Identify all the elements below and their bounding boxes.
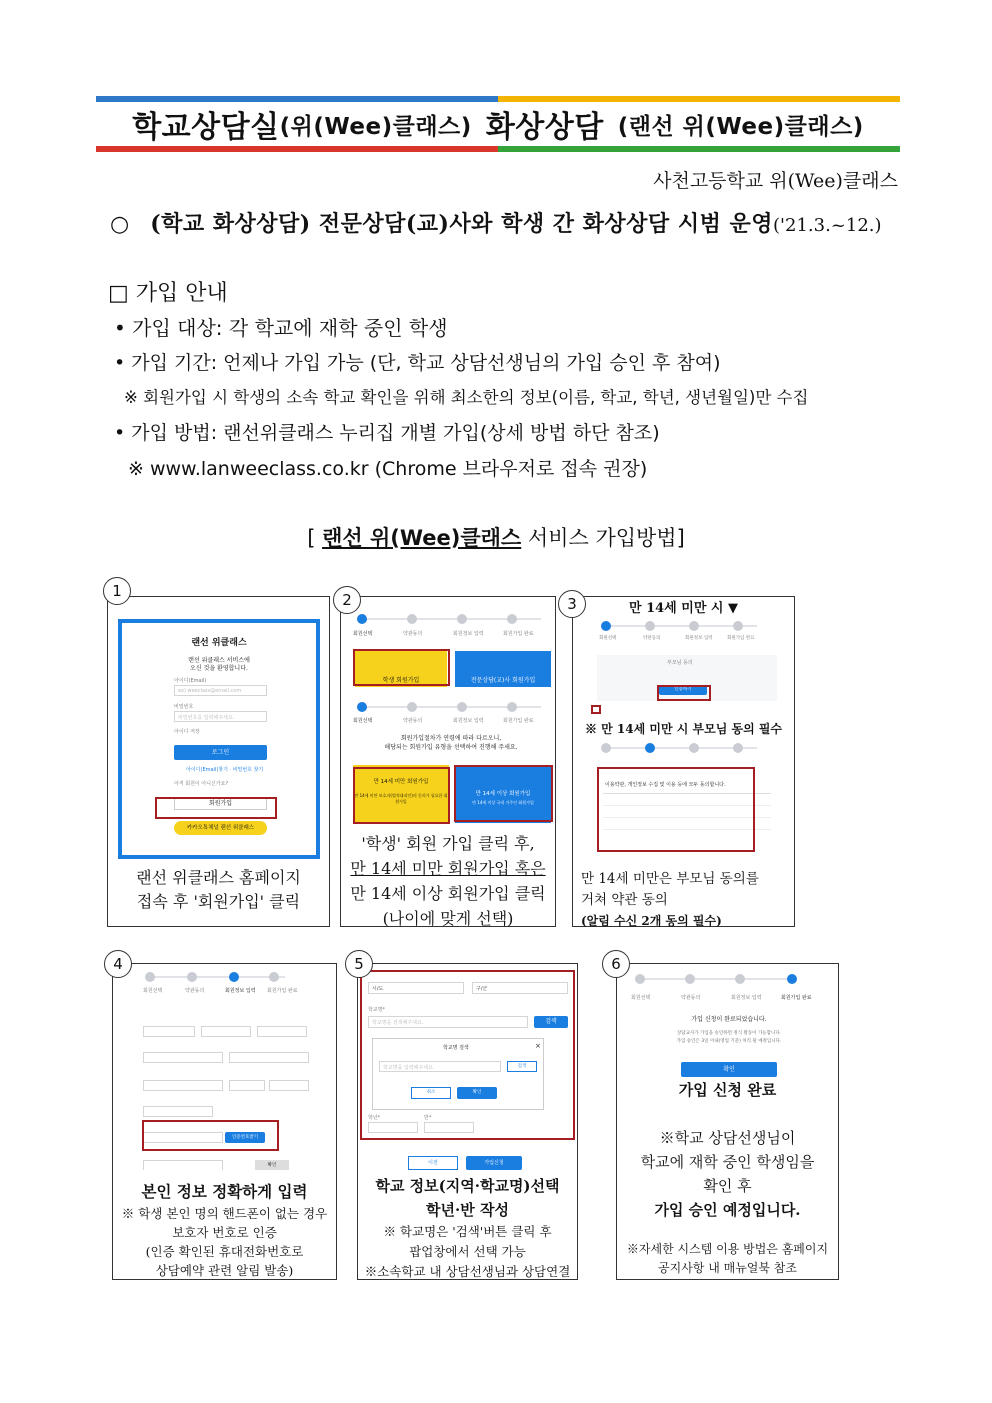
- step-2-step-label-2: 약관동의: [403, 631, 423, 637]
- step-2-caption-3: 만 14세 이상 회원가입 클릭: [350, 884, 546, 903]
- step-6-step-label-3: 회원정보 입력: [731, 995, 762, 1001]
- step-4-email-field-2[interactable]: [201, 1026, 251, 1037]
- step-4-caption-2: ※ 학생 본인 명의 핸드폰이 없는 경우: [121, 1206, 328, 1221]
- step-3b-dot-2: [645, 743, 655, 753]
- step-3-caption: [581, 869, 759, 932]
- step-4-gender-female[interactable]: [269, 1080, 309, 1091]
- step-2-over14-label: 만 14세 이상 회원가입: [475, 791, 531, 797]
- step-3-screenshot-mid: [597, 743, 777, 761]
- section-title-bold: 랜선 위(Wee)클래스: [322, 526, 522, 550]
- step-4-email-field-1[interactable]: [143, 1026, 195, 1037]
- step-1-welcome2: 오신 것을 환영합니다.: [190, 665, 248, 672]
- step-4-step-label-3: 회원정보 입력: [225, 988, 256, 994]
- step-2-notice-1: 회원가입절차가 연령에 따라 다르오니,: [400, 735, 502, 742]
- step-5-grade-label: 학년*: [368, 1115, 381, 1121]
- step-6-dot-4: [787, 974, 797, 984]
- step-2-dot-1: [357, 614, 367, 624]
- step-1-id-placeholder: ex) weeclass@email.com: [178, 688, 242, 694]
- step-3-caption-2: 거쳐 약관 동의: [581, 892, 668, 908]
- step-3-verify-button[interactable]: 인증하기: [659, 685, 707, 695]
- banner-part4: (랜선 위(Wee)클래스): [617, 113, 864, 140]
- step-1-caption-2: 접속 후 '회원가입' 클릭: [136, 892, 301, 911]
- step-3-step-label-3: 회원정보 입력: [685, 636, 713, 641]
- step-1-find-links[interactable]: 아이디(Email)찾기 · 비밀번호 찾기: [186, 767, 264, 773]
- step-6-step-label-4: 회원가입 완료: [781, 995, 812, 1001]
- step-2-over14-sub: 만 14세 이상 국내 거주인 회원가입: [472, 800, 534, 805]
- step-6-number: 6: [602, 950, 630, 978]
- step-6-progress-line: [639, 978, 793, 980]
- step-1-signup-button[interactable]: 회원가입: [174, 798, 267, 810]
- step-1-caption-1: 랜선 위클래스 홈페이지: [136, 868, 301, 887]
- step-4-gender-male[interactable]: [229, 1080, 265, 1091]
- step-2b-step-label-1: 회원선택: [353, 718, 373, 724]
- step-3-step-label-4: 회원가입 완료: [727, 636, 755, 641]
- step-6-desc-2: 가입 승인은 3일 이내(영업 기준) 처리 될 예정입니다.: [676, 1039, 782, 1044]
- step-1-number: 1: [103, 577, 131, 605]
- intro-bullet: ○: [110, 212, 130, 237]
- step-5-prev-button[interactable]: 이전: [408, 1156, 458, 1170]
- step-5-highlight: [360, 970, 575, 1140]
- step-4-password-confirm-field[interactable]: [229, 1052, 309, 1063]
- step-6-dot-1: [635, 974, 645, 984]
- step-2-under14-sub: 만 14세 미만 보호자(법적대리인)의 동의가 필요한 회원가입: [354, 793, 448, 804]
- step-3-caption-3: (알림 수신 2개 동의 필수): [581, 914, 722, 928]
- step-1-no-account: 아직 회원이 아니신가요?: [174, 781, 229, 787]
- step-3-number: 3: [558, 590, 586, 618]
- step-1-panel: [107, 596, 330, 927]
- banner-part3: 화상상담: [485, 110, 604, 145]
- step-3b-dot-1: [601, 743, 611, 753]
- step-2b-step-label-4: 회원가입 완료: [503, 718, 534, 724]
- step-5-popup-search-button[interactable]: 검색: [507, 1061, 537, 1072]
- guide-heading: □ 가입 안내: [108, 281, 228, 306]
- step-3-highlight-agree: [597, 767, 755, 852]
- step-6-caption-2: 학교에 재학 중인 학생임을: [640, 1153, 815, 1171]
- step-4-step-label-2: 약관동의: [185, 988, 205, 994]
- step-5-caption-4: 팝업창에서 선택 가능: [409, 1244, 526, 1259]
- step-2-caption-4: (나이에 맞게 선택): [382, 909, 514, 928]
- step-4-progress-line: [149, 976, 285, 978]
- step-3-mid-label: ※ 만 14세 미만 시 부모님 동의 필수: [584, 722, 783, 736]
- guide-note2: ※ www.lanweeclass.co.kr (Chrome 브라우저로 접속 권장): [128, 458, 648, 480]
- step-2-caption: [341, 831, 555, 931]
- step-4-number: 4: [104, 950, 132, 978]
- step-3-dot-3: [689, 621, 699, 631]
- step-1-welcome1: 랜선 위클래스 서비스에: [188, 657, 250, 664]
- step-1-id-label: 아이디(Email): [174, 678, 207, 684]
- step-4-caption-3: 보호자 번호로 인증: [172, 1225, 277, 1240]
- step-2-step-label-1: 회원선택: [353, 631, 373, 637]
- section-title: [0, 522, 992, 552]
- school-name: 사천고등학교 위(Wee)클래스: [653, 170, 898, 192]
- step-5-search-button[interactable]: 검색: [534, 1016, 568, 1028]
- step-3-step-label-2: 약관동의: [643, 636, 661, 641]
- intro-line: [110, 207, 882, 238]
- step-1-id-field[interactable]: [174, 685, 267, 696]
- step-4-name-field[interactable]: [143, 1080, 223, 1091]
- step-2-highlight-student: [353, 649, 450, 686]
- title-banner: [96, 96, 900, 152]
- step-4-dot-4: [269, 972, 279, 982]
- step-5-popup-ok-button[interactable]: 확인: [457, 1087, 497, 1099]
- step-6-caption-3: 확인 후: [703, 1177, 752, 1195]
- step-5-popup-cancel-button[interactable]: 취소: [411, 1087, 451, 1099]
- step-2b-dot-1: [357, 702, 367, 712]
- step-6-desc-1: 상담교사가 가입을 승인하면 정식 활동이 가능합니다.: [676, 1031, 782, 1036]
- step-5-district-value: 구/군: [476, 986, 488, 992]
- step-1-login-button[interactable]: 로그인: [174, 745, 267, 760]
- step-3-dot-2: [645, 621, 655, 631]
- step-2-panel: [340, 596, 556, 927]
- step-6-caption-bold: 가입 신청 완료: [678, 1081, 777, 1099]
- step-6-dot-2: [685, 974, 695, 984]
- step-2-dot-3: [457, 614, 467, 624]
- banner-part2: (위(Wee)클래스): [279, 113, 472, 140]
- step-5-panel: [357, 963, 578, 1280]
- step-4-email-select[interactable]: [257, 1026, 307, 1037]
- step-3-dot-1: [601, 621, 611, 631]
- step-5-caption-5: ※소속학교 내 상담선생님과 상담연결: [364, 1264, 571, 1279]
- step-3-highlight-check: [591, 705, 601, 714]
- step-1-pw-placeholder: 비밀번호를 입력해주세요.: [178, 715, 235, 721]
- step-4-caption-5: 상담예약 관련 알림 발송): [155, 1263, 294, 1278]
- step-2-dot-4: [507, 614, 517, 624]
- step-1-logo: 랜선 위클래스: [191, 638, 247, 648]
- step-5-caption-2: 학년·반 작성: [426, 1201, 509, 1219]
- step-6-footnote-1: ※자세한 시스템 이용 방법은 홈페이지: [626, 1242, 829, 1256]
- step-2-step-label-3: 회원정보 입력: [453, 631, 484, 637]
- step-5-region-value: 시/도: [372, 986, 384, 992]
- step-3-top-label: 만 14세 미만 시 ▼: [629, 601, 738, 616]
- step-5-class-label: 반*: [424, 1115, 432, 1121]
- step-3b-dot-3: [689, 743, 699, 753]
- step-1-save-id[interactable]: 아이디 저장: [174, 729, 200, 735]
- guide-period: • 가입 기간: 언제나 가입 가능 (단, 학교 상담선생님의 가입 승인 후 참여): [114, 352, 721, 374]
- step-2-highlight-over14: [454, 765, 553, 822]
- step-5-submit-button[interactable]: 가입신청: [466, 1156, 522, 1170]
- step-2-highlight-under14: [353, 767, 450, 824]
- step-3-step-label-1: 회원선택: [599, 636, 617, 641]
- step-5-caption-1: 학교 정보(지역·학교명)선택: [375, 1177, 560, 1195]
- step-4-step-label-4: 회원가입 완료: [267, 988, 298, 994]
- step-3-consent-title: 부모님 동의: [667, 660, 693, 666]
- step-3-screenshot-top: [597, 619, 777, 719]
- step-6-screenshot: [625, 972, 833, 1082]
- step-3-dot-4: [733, 621, 743, 631]
- banner-bar-red: [96, 146, 498, 152]
- step-2b-dot-3: [457, 702, 467, 712]
- step-2-step-label-4: 회원가입 완료: [503, 631, 534, 637]
- step-6-ok-button[interactable]: 확인: [681, 1062, 777, 1077]
- section-title-open: [: [307, 526, 316, 550]
- step-3b-dot-4: [733, 743, 743, 753]
- step-1-pw-field[interactable]: [174, 711, 267, 722]
- step-5-caption-3: ※ 학교명은 '검색'버튼 클릭 후: [383, 1224, 552, 1239]
- step-1-screenshot: [118, 619, 320, 859]
- section-title-rest: 서비스 가입방법]: [527, 526, 685, 550]
- step-3-caption-1: 만 14세 미만은 부모님 동의를: [581, 871, 759, 887]
- step-4-caption-4: (인증 확인된 휴대전화번호로: [145, 1244, 304, 1259]
- step-5-school-label: 학교명*: [368, 1007, 385, 1013]
- step-2b-step-label-2: 약관동의: [403, 718, 423, 724]
- step-1-kakao-button[interactable]: 카카오톡채널 랜선 위클래스: [174, 821, 267, 835]
- step-1-caption: [108, 866, 329, 914]
- banner-part1: 학교상담실: [132, 110, 280, 145]
- step-4-caption: [113, 1180, 336, 1280]
- step-2b-dot-2: [407, 702, 417, 712]
- step-6-step-label-1: 회원선택: [631, 995, 651, 1001]
- step-2-caption-2: 만 14세 미만 회원가입 혹은: [350, 859, 546, 878]
- step-6-caption: [617, 1126, 838, 1222]
- step-5-popup-placeholder: 학교명을 입력해주세요.: [383, 1065, 435, 1071]
- step-4-caption-1: 본인 정보 정확하게 입력: [141, 1182, 308, 1201]
- step-4-birth-field[interactable]: [143, 1106, 213, 1117]
- step-4-verify-button[interactable]: 인증번호받기: [225, 1132, 265, 1143]
- step-2-counselor-button[interactable]: 전문상담(교)사 회원가입: [455, 651, 551, 687]
- guide-target: • 가입 대상: 각 학교에 재학 중인 학생: [114, 316, 448, 340]
- step-6-done-text: 가입 신청이 완료되었습니다.: [691, 1016, 767, 1023]
- intro-period: ('21.3.~12.): [773, 215, 882, 236]
- step-5-popup-close-icon[interactable]: ×: [535, 1042, 541, 1050]
- step-6-caption-bold2: 가입 승인 예정입니다.: [654, 1201, 801, 1219]
- step-4-password-field[interactable]: [143, 1052, 223, 1063]
- step-1-pw-label: 비밀번호: [174, 704, 194, 710]
- step-5-number: 5: [345, 950, 373, 978]
- step-4-confirm-button[interactable]: 확인: [255, 1160, 289, 1170]
- step-2b-dot-4: [507, 702, 517, 712]
- step-2b-step-label-3: 회원정보 입력: [453, 718, 484, 724]
- step-1-highlight: [155, 797, 277, 819]
- step-4-dot-2: [187, 972, 197, 982]
- step-4-panel: [112, 963, 337, 1280]
- step-2-student-button[interactable]: 학생 회원가입: [355, 651, 447, 687]
- banner-title: [96, 102, 900, 146]
- step-2-dot-2: [407, 614, 417, 624]
- step-5-popup-title: 학교명 검색: [443, 1045, 469, 1051]
- step-4-dot-3: [229, 972, 239, 982]
- step-5-caption: [358, 1174, 577, 1282]
- step-5-school-placeholder: 학교명을 검색해주세요.: [372, 1020, 424, 1026]
- step-2-notice-2: 해당되는 회원가입 유형을 선택하여 진행해 주세요.: [384, 744, 518, 751]
- step-4-code-field[interactable]: [143, 1160, 223, 1170]
- step-6-footnote-2: 공지사항 내 매뉴얼북 참조: [658, 1261, 797, 1275]
- banner-bar-green: [498, 146, 900, 152]
- step-4-highlight-phone: [142, 1120, 279, 1151]
- guide-note1: ※ 회원가입 시 학생의 소속 학교 확인을 위해 최소한의 정보(이름, 학교, 학년, 생년월일)만 수집: [124, 388, 809, 407]
- intro-text: (학교 화상상담) 전문상담(교)사와 학생 간 화상상담 시범 운영: [150, 211, 774, 237]
- step-4-dot-1: [145, 972, 155, 982]
- step-6-dot-3: [735, 974, 745, 984]
- step-2-number: 2: [333, 586, 361, 614]
- guide-method: • 가입 방법: 랜선위클래스 누리집 개별 가입(상세 방법 하단 참조): [114, 422, 660, 444]
- step-4-step-label-1: 회원선택: [143, 988, 163, 994]
- step-2-under14-label: 만 14세 미만 회원가입: [373, 779, 429, 785]
- step-6-caption-1: ※학교 상담선생님이: [659, 1129, 796, 1147]
- step-6-step-label-2: 약관동의: [681, 995, 701, 1001]
- step-6-panel: [616, 963, 839, 1280]
- step-3-panel: [572, 596, 795, 927]
- step-6-footnote: [617, 1240, 838, 1278]
- step-2-caption-1: '학생' 회원 가입 클릭 후,: [361, 834, 535, 853]
- step-3-highlight-verify: [657, 685, 711, 701]
- step-3-agree-all[interactable]: 이용약관, 개인정보 수집 및 이용 등에 모두 동의합니다.: [605, 782, 726, 788]
